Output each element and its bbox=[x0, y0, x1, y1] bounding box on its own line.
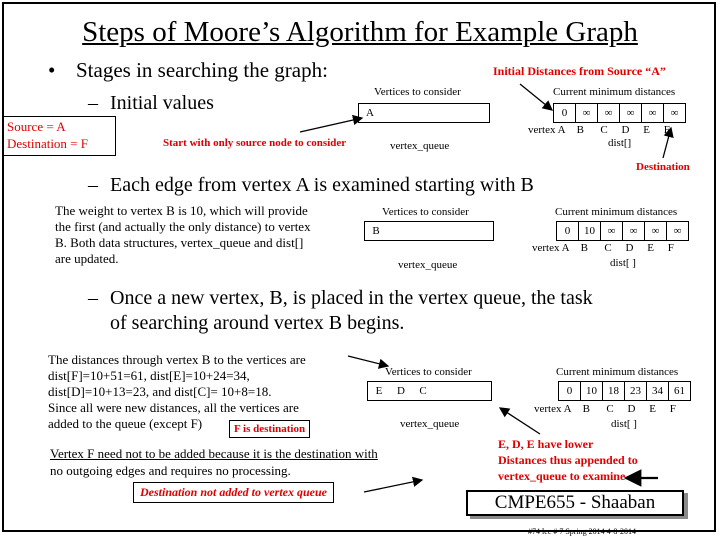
dist-label-3: dist[ ] bbox=[611, 418, 637, 430]
queue-item: D bbox=[397, 385, 405, 397]
vertices-to-consider-label-1: Vertices to consider bbox=[374, 86, 461, 98]
slide-title: Steps of Moore’s Algorithm for Example Graph bbox=[82, 16, 638, 48]
stage3-heading-line-1: Once a new vertex, B, is placed in the vertex queue, the task bbox=[110, 287, 593, 309]
stage2-desc-line: The weight to vertex B is 10, which will provide bbox=[55, 203, 308, 218]
arrow-not-added bbox=[364, 480, 422, 492]
f-destination-box: F is destination bbox=[229, 420, 310, 438]
destination-label: Destination = F bbox=[7, 136, 88, 151]
vertex-label-b: B bbox=[576, 124, 584, 136]
current-min-label-3: Current minimum distances bbox=[556, 366, 679, 378]
vertex-label-c: C bbox=[606, 403, 614, 415]
vertex-label-f: F bbox=[667, 242, 674, 254]
stage3-desc-line: The distances through vertex B to the vertices are bbox=[48, 352, 306, 367]
slide-footer: #74 lec # 7 Spring 2014 4-8-2014 bbox=[528, 527, 636, 536]
bullet-marker: • bbox=[48, 58, 56, 82]
stage3-desc-line: added to the queue (except F) bbox=[48, 416, 203, 431]
vertex-f-note-line: no outgoing edges and requires no processing. bbox=[50, 463, 291, 478]
dist-cell-a: 0 bbox=[553, 103, 576, 123]
ede-note-line: vertex_queue to examine bbox=[498, 469, 626, 483]
vertex-label-d: D bbox=[621, 124, 630, 136]
dash-marker: – bbox=[88, 92, 98, 114]
queue-item: A bbox=[366, 107, 374, 119]
course-badge: CMPE655 - Shaaban bbox=[466, 490, 684, 516]
arrow-initial-distances bbox=[520, 84, 552, 110]
vertex-label-d: D bbox=[625, 242, 634, 254]
vertices-to-consider-label-2: Vertices to consider bbox=[382, 206, 469, 218]
initial-values-heading: Initial values bbox=[110, 92, 214, 114]
vertex-label-a: vertex A bbox=[528, 124, 566, 136]
dist-cell-c: 18 bbox=[602, 381, 625, 401]
dash-marker: – bbox=[88, 174, 98, 196]
bullet-text: Stages in searching the graph: bbox=[76, 58, 328, 82]
stage3-desc-line: dist[D]=10+13=23, and dist[C]= 10+8=18. bbox=[48, 384, 272, 399]
dist-cell-e: ∞ bbox=[644, 221, 667, 241]
dash-marker: – bbox=[88, 287, 98, 309]
arrow-stage3-to-queue bbox=[348, 356, 388, 366]
arrow-start-to-queue bbox=[300, 118, 362, 132]
dist-cell-b: 10 bbox=[580, 381, 603, 401]
vertex-label-e: E bbox=[649, 403, 656, 415]
dist-cell-a: 0 bbox=[558, 381, 581, 401]
start-note: Start with only source node to consider bbox=[163, 137, 347, 149]
stage2-heading: Each edge from vertex A is examined starting with B bbox=[110, 174, 534, 196]
dist-cell-d: 23 bbox=[624, 381, 647, 401]
queue-item: B bbox=[372, 225, 380, 237]
vertex-label-a: vertex A bbox=[532, 242, 570, 254]
dist-label-2: dist[ ] bbox=[610, 257, 636, 269]
stage3-desc-line: Since all were new distances, all the vertices are bbox=[48, 400, 299, 415]
vertex-label-e: E bbox=[647, 242, 654, 254]
vertex-label-b: B bbox=[580, 242, 588, 254]
vertex-f-note-line: Vertex F need not to be added because it is the destination with bbox=[50, 446, 378, 461]
stage3-heading-line-2: of searching around vertex B begins. bbox=[110, 312, 405, 334]
current-min-label-1: Current minimum distances bbox=[553, 86, 676, 98]
dist-cell-e: 34 bbox=[646, 381, 669, 401]
dist-cell-a: 0 bbox=[556, 221, 579, 241]
vertex-label-f: F bbox=[669, 403, 676, 415]
vertex-label-c: C bbox=[600, 124, 608, 136]
stage3-desc-line: dist[F]=10+51=61, dist[E]=10+24=34, bbox=[48, 368, 250, 383]
vertex-queue-label-1: vertex_queue bbox=[390, 140, 450, 152]
initial-distances-note: Initial Distances from Source “A” bbox=[493, 64, 666, 78]
destination-note: Destination bbox=[636, 161, 690, 173]
stage2-desc-line: the first (and actually the only distance) to vertex bbox=[55, 219, 311, 234]
dist-cell-c: ∞ bbox=[597, 103, 620, 123]
queue-item: E bbox=[375, 385, 383, 397]
vertex-label-e: E bbox=[643, 124, 650, 136]
vertex-label-d: D bbox=[627, 403, 636, 415]
dist-cell-d: ∞ bbox=[619, 103, 642, 123]
dist-cell-c: ∞ bbox=[600, 221, 623, 241]
vertex-label-a: vertex A bbox=[534, 403, 572, 415]
vertex-label-b: B bbox=[582, 403, 590, 415]
dist-cell-f: 61 bbox=[668, 381, 691, 401]
dist-cell-f: ∞ bbox=[663, 103, 686, 123]
vertices-to-consider-label-3: Vertices to consider bbox=[385, 366, 472, 378]
arrow-ede bbox=[500, 408, 540, 434]
current-min-label-2: Current minimum distances bbox=[555, 206, 678, 218]
dist-cell-d: ∞ bbox=[622, 221, 645, 241]
dist-cell-b: ∞ bbox=[575, 103, 598, 123]
dist-cell-f: ∞ bbox=[666, 221, 689, 241]
stage2-desc-line: B. Both data structures, vertex_queue and dist[] bbox=[55, 235, 304, 250]
stage2-desc-line: are updated. bbox=[55, 251, 119, 266]
dist-cell-e: ∞ bbox=[641, 103, 664, 123]
destination-not-added-box: Destination not added to vertex queue bbox=[133, 482, 334, 503]
vertex-label-f: F bbox=[663, 124, 670, 136]
ede-note-line: E, D, E have lower bbox=[498, 437, 594, 451]
dist-cell-b: 10 bbox=[578, 221, 601, 241]
source-label: Source = A bbox=[7, 119, 66, 134]
queue-item: C bbox=[419, 385, 427, 397]
vertex-label-c: C bbox=[604, 242, 612, 254]
vertex-queue-label-3: vertex_queue bbox=[400, 418, 460, 430]
vertex-queue-label-2: vertex_queue bbox=[398, 259, 458, 271]
ede-note-line: Distances thus appended to bbox=[498, 453, 638, 467]
dist-label-1: dist[] bbox=[608, 137, 632, 149]
arrow-destination bbox=[663, 128, 671, 158]
